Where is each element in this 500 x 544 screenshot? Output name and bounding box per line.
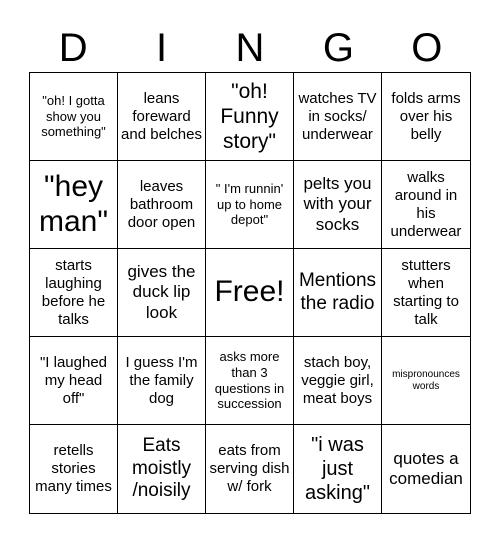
bingo-board bbox=[29, 72, 471, 514]
bingo-cell[interactable]: " I'm runnin' up to home depot" bbox=[206, 161, 294, 249]
title-letter-d: D bbox=[58, 26, 88, 70]
bingo-cell[interactable]: leans foreward and belches bbox=[118, 73, 206, 161]
bingo-cell[interactable]: retells stories many times bbox=[30, 425, 118, 513]
free-space[interactable]: Free! bbox=[206, 249, 294, 337]
title-letter-n: N bbox=[235, 26, 265, 70]
bingo-cell[interactable]: eats from serving dish w/ fork bbox=[206, 425, 294, 513]
bingo-cell[interactable]: Eats moistly /noisily bbox=[118, 425, 206, 513]
bingo-cell[interactable]: pelts you with your socks bbox=[294, 161, 382, 249]
bingo-cell[interactable]: walks around in his underwear bbox=[382, 161, 470, 249]
bingo-cell[interactable]: "oh! I gotta show you something" bbox=[30, 73, 118, 161]
bingo-title bbox=[29, 22, 471, 74]
bingo-cell[interactable]: "I laughed my head off" bbox=[30, 337, 118, 425]
bingo-cell[interactable]: leaves bathroom door open bbox=[118, 161, 206, 249]
bingo-cell[interactable]: watches TV in socks/ underwear bbox=[294, 73, 382, 161]
title-letter-i: I bbox=[156, 26, 168, 70]
bingo-cell[interactable]: Mentions the radio bbox=[294, 249, 382, 337]
bingo-cell[interactable]: starts laughing before he talks bbox=[30, 249, 118, 337]
bingo-cell[interactable]: "hey man" bbox=[30, 161, 118, 249]
bingo-cell[interactable]: stutters when starting to talk bbox=[382, 249, 470, 337]
bingo-cell[interactable]: "oh! Funny story" bbox=[206, 73, 294, 161]
bingo-cell[interactable]: I guess I'm the family dog bbox=[118, 337, 206, 425]
title-letter-o: O bbox=[411, 26, 443, 70]
title-letter-g: G bbox=[322, 26, 354, 70]
bingo-cell[interactable]: asks more than 3 questions in succession bbox=[206, 337, 294, 425]
bingo-cell[interactable]: "i was just asking" bbox=[294, 425, 382, 513]
bingo-cell[interactable]: mispronounces words bbox=[382, 337, 470, 425]
bingo-cell[interactable]: stach boy, veggie girl, meat boys bbox=[294, 337, 382, 425]
bingo-cell[interactable]: gives the duck lip look bbox=[118, 249, 206, 337]
bingo-cell[interactable]: folds arms over his belly bbox=[382, 73, 470, 161]
bingo-cell[interactable]: quotes a comedian bbox=[389, 448, 463, 488]
